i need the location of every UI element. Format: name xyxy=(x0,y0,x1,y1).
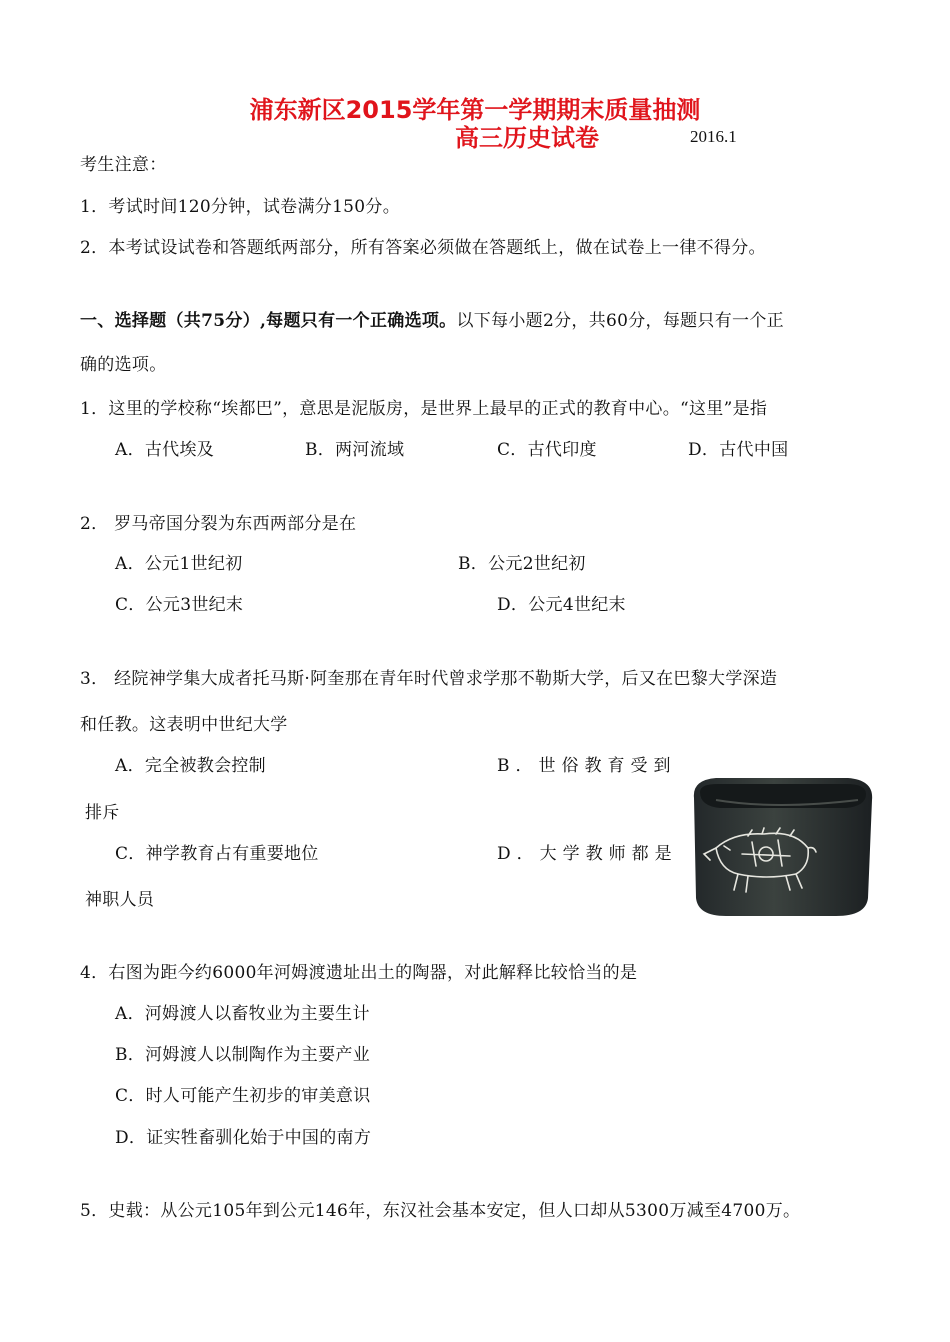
hemudu-pottery-image xyxy=(686,770,878,918)
question-2-stem: 2． 罗马帝国分裂为东西两部分是在 xyxy=(80,514,357,534)
section-heading xyxy=(80,306,784,331)
question-1-option-c: C．古代印度 xyxy=(497,440,597,460)
notice-heading: 考生注意： xyxy=(80,155,167,175)
exam-title: 浦东新区2015学年第一学期期末质量抽测 xyxy=(249,96,701,124)
question-3-option-d: D．大学教师都是 xyxy=(497,844,678,864)
question-5-stem: 5．史载：从公元105年到公元146年，东汉社会基本安定，但人口却从5300万减至4700万。 xyxy=(80,1201,801,1221)
exam-date: 2016.1 xyxy=(690,127,737,146)
question-1-option-a: A．古代埃及 xyxy=(115,440,215,460)
section-heading-bold: 一、选择题（共75分）,每题只有一个正确选项。 xyxy=(80,311,457,331)
question-3-option-b: B．世俗教育受到 xyxy=(497,756,677,776)
question-4-option-c: C．时人可能产生初步的审美意识 xyxy=(115,1086,371,1106)
question-3-option-d-cont: 神职人员 xyxy=(85,890,155,910)
question-3-option-c: C．神学教育占有重要地位 xyxy=(115,844,319,864)
question-4-stem: 4．右图为距今约6000年河姆渡遗址出土的陶器，对此解释比较恰当的是 xyxy=(80,963,638,983)
question-4-option-d: D．证实牲畜驯化始于中国的南方 xyxy=(115,1128,372,1148)
question-4-option-b: B．河姆渡人以制陶作为主要产业 xyxy=(115,1045,370,1065)
question-3-option-b-cont: 排斥 xyxy=(85,803,120,823)
question-3-stem-line1: 3． 经院神学集大成者托马斯·阿奎那在青年时代曾求学那不勒斯大学，后又在巴黎大学深造 xyxy=(80,669,778,689)
section-heading-line2: 确的选项。 xyxy=(80,355,167,375)
question-3-stem-line2: 和任教。这表明中世纪大学 xyxy=(80,715,288,735)
question-2-option-c: C．公元3世纪末 xyxy=(115,595,244,615)
question-4-option-a: A．河姆渡人以畜牧业为主要生计 xyxy=(115,1004,370,1024)
question-1-option-b: B．两河流域 xyxy=(305,440,405,460)
exam-subtitle: 高三历史试卷 xyxy=(455,124,599,152)
notice-item-2: 2．本考试设试卷和答题纸两部分，所有答案必须做在答题纸上，做在试卷上一律不得分。 xyxy=(80,238,766,258)
question-3-option-a: A．完全被教会控制 xyxy=(115,756,266,776)
question-2-option-d: D．公元4世纪末 xyxy=(497,595,626,615)
question-2-option-a: A．公元1世纪初 xyxy=(115,554,243,574)
question-1-stem: 1．这里的学校称“埃都巴”，意思是泥版房，是世界上最早的正式的教育中心。“这里”是指 xyxy=(80,399,768,419)
notice-item-1: 1．考试时间120分钟，试卷满分150分。 xyxy=(80,197,401,217)
question-1-option-d: D．古代中国 xyxy=(688,440,789,460)
question-2-option-b: B．公元2世纪初 xyxy=(458,554,586,574)
section-heading-normal: 以下每小题2分，共60分，每题只有一个正 xyxy=(456,311,784,331)
